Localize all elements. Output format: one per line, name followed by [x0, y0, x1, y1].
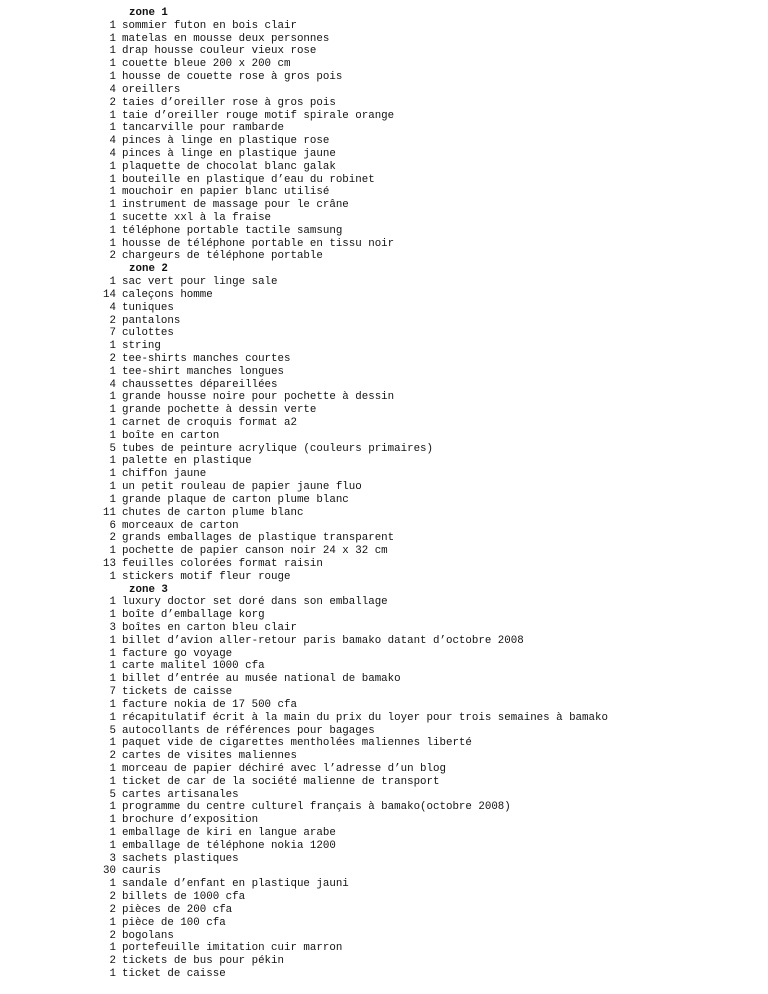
item-description: pièces de 200 cfa: [122, 903, 233, 916]
item-quantity: 14: [103, 288, 116, 301]
item-description: culottes: [122, 327, 174, 340]
item-description: cartes artisanales: [122, 788, 239, 801]
item-description: pinces à linge en plastique rose: [122, 135, 330, 148]
item-description: programme du centre culturel français à bamako(octobre 2008): [122, 801, 511, 814]
item-description: tancarville pour rambarde: [122, 122, 284, 135]
item-quantity: 2: [109, 750, 116, 763]
item-description: taie d’oreiller rouge motif spirale orange: [122, 109, 395, 122]
item-quantity: 4: [109, 83, 116, 96]
item-quantity: 13: [103, 557, 116, 570]
inventory-item: [0, 596, 768, 609]
item-quantity: 1: [109, 481, 116, 494]
inventory-item: [0, 58, 768, 71]
item-description: sommier futon en bois clair: [122, 19, 297, 32]
item-quantity: 5: [109, 442, 116, 455]
item-description: cartes de visites maliennes: [122, 750, 297, 763]
item-description: grande housse noire pour pochette à dessin: [122, 391, 395, 404]
inventory-item: [0, 135, 768, 148]
item-quantity: 7: [109, 686, 116, 699]
item-quantity: 2: [109, 96, 116, 109]
item-description: plaquette de chocolat blanc galak: [122, 160, 336, 173]
inventory-item: [0, 97, 768, 110]
inventory-item: [0, 366, 768, 379]
zone-heading: zone 3: [129, 583, 168, 596]
item-description: pièce de 100 cfa: [122, 916, 226, 929]
item-quantity: 1: [109, 737, 116, 750]
item-description: récapitulatif écrit à la main du prix du loyer pour trois semaines à bamako: [122, 711, 608, 724]
item-quantity: 1: [109, 224, 116, 237]
inventory-item: [0, 404, 768, 417]
item-quantity: 1: [109, 468, 116, 481]
item-quantity: 4: [109, 301, 116, 314]
item-description: instrument de massage pour le crâne: [122, 199, 349, 212]
inventory-item: [0, 545, 768, 558]
inventory-item: [0, 660, 768, 673]
inventory-item: [0, 315, 768, 328]
item-description: tuniques: [122, 301, 174, 314]
item-description: tee-shirts manches courtes: [122, 352, 291, 365]
item-description: portefeuille imitation cuir marron: [122, 942, 343, 955]
item-description: sac vert pour linge sale: [122, 276, 278, 289]
item-description: morceaux de carton: [122, 519, 239, 532]
inventory-item: [0, 353, 768, 366]
item-description: boîte en carton: [122, 429, 220, 442]
inventory-item: [0, 789, 768, 802]
item-description: housse de couette rose à gros pois: [122, 71, 343, 84]
item-description: boîte d’emballage korg: [122, 609, 265, 622]
item-description: pinces à linge en plastique jaune: [122, 147, 336, 160]
zone-heading: zone 1: [129, 7, 168, 19]
item-quantity: 4: [109, 147, 116, 160]
zone-heading: zone 2: [129, 263, 168, 276]
inventory-item: [0, 455, 768, 468]
item-description: brochure d’exposition: [122, 814, 259, 827]
inventory-item: [0, 250, 768, 263]
inventory-item: [0, 507, 768, 520]
inventory-item: [0, 71, 768, 84]
item-quantity: 1: [109, 340, 116, 353]
inventory-item: [0, 379, 768, 392]
item-quantity: 1: [109, 455, 116, 468]
item-quantity: 1: [109, 545, 116, 558]
inventory-item: [0, 494, 768, 507]
inventory-item: [0, 327, 768, 340]
inventory-item: [0, 827, 768, 840]
inventory-item: [0, 520, 768, 533]
inventory-item: [0, 238, 768, 251]
item-quantity: 3: [109, 622, 116, 634]
item-quantity: 3: [109, 852, 116, 865]
item-quantity: 4: [109, 378, 116, 391]
item-quantity: 1: [109, 839, 116, 852]
item-description: matelas en mousse deux personnes: [122, 32, 330, 45]
item-quantity: 1: [109, 109, 116, 122]
inventory-item: [0, 45, 768, 58]
item-description: morceau de papier déchiré avec l’adresse d’un blog: [122, 762, 446, 775]
item-quantity: 7: [109, 327, 116, 340]
inventory-item: [0, 865, 768, 878]
item-quantity: 1: [109, 71, 116, 84]
item-quantity: 1: [109, 596, 116, 609]
item-quantity: 11: [103, 506, 116, 519]
inventory-item: [0, 302, 768, 315]
item-description: grands emballages de plastique transparent: [122, 532, 395, 545]
inventory-item: [0, 20, 768, 33]
inventory-item: [0, 750, 768, 763]
item-quantity: 1: [109, 493, 116, 506]
item-quantity: 1: [109, 570, 116, 583]
item-description: caleçons homme: [122, 288, 213, 301]
item-description: sucette xxl à la fraise: [122, 212, 272, 224]
item-quantity: 1: [109, 429, 116, 442]
inventory-item: [0, 225, 768, 238]
inventory-item: [0, 571, 768, 584]
inventory-item: [0, 673, 768, 686]
item-description: chiffon jaune: [122, 468, 207, 481]
item-quantity: 1: [109, 212, 116, 224]
inventory-item: [0, 853, 768, 866]
item-quantity: 1: [109, 365, 116, 378]
item-description: chargeurs de téléphone portable: [122, 250, 323, 263]
inventory-item: [0, 763, 768, 776]
inventory-item: [0, 212, 768, 225]
inventory-item: [0, 174, 768, 187]
inventory-item: [0, 122, 768, 135]
item-description: carnet de croquis format a2: [122, 417, 297, 429]
inventory-item: [0, 686, 768, 699]
inventory-item: [0, 84, 768, 97]
item-quantity: 1: [109, 634, 116, 647]
inventory-item: [0, 391, 768, 404]
inventory-item: [0, 801, 768, 814]
item-quantity: 1: [109, 827, 116, 839]
item-quantity: 1: [109, 698, 116, 711]
item-description: billets de 1000 cfa: [122, 891, 246, 904]
item-quantity: 2: [109, 955, 116, 968]
item-quantity: 6: [109, 519, 116, 532]
inventory-item: [0, 699, 768, 712]
item-description: facture go voyage: [122, 647, 233, 660]
inventory-item: [0, 609, 768, 622]
item-quantity: 1: [109, 32, 116, 45]
item-quantity: 1: [109, 967, 116, 980]
inventory-item: [0, 417, 768, 430]
item-description: couette bleue 200 x 200 cm: [122, 58, 291, 71]
item-quantity: 1: [109, 647, 116, 660]
inventory-item: [0, 33, 768, 46]
inventory-item: [0, 558, 768, 571]
item-quantity: 1: [109, 673, 116, 686]
item-quantity: 1: [109, 814, 116, 827]
inventory-item: [0, 725, 768, 738]
item-quantity: 5: [109, 788, 116, 801]
item-quantity: 1: [109, 58, 116, 71]
item-description: grande pochette à dessin verte: [122, 404, 317, 417]
item-description: pochette de papier canson noir 24 x 32 cm: [122, 545, 388, 558]
item-description: housse de téléphone portable en tissu noir: [122, 237, 395, 250]
inventory-item: [0, 276, 768, 289]
item-description: boîtes en carton bleu clair: [122, 622, 297, 634]
item-quantity: 2: [109, 903, 116, 916]
item-quantity: 1: [109, 404, 116, 417]
item-description: grande plaque de carton plume blanc: [122, 493, 349, 506]
inventory-item: [0, 814, 768, 827]
item-description: tee-shirt manches longues: [122, 365, 284, 378]
item-quantity: 1: [109, 609, 116, 622]
item-quantity: 1: [109, 391, 116, 404]
item-description: bogolans: [122, 929, 174, 942]
item-quantity: 1: [109, 237, 116, 250]
item-quantity: 1: [109, 916, 116, 929]
item-description: mouchoir en papier blanc utilisé: [122, 186, 330, 199]
inventory-item: [0, 878, 768, 891]
inventory-item: [0, 430, 768, 443]
item-description: ticket de caisse: [122, 967, 226, 980]
inventory-item: [0, 532, 768, 545]
item-quantity: 1: [109, 45, 116, 58]
item-description: chutes de carton plume blanc: [122, 506, 304, 519]
item-description: emballage de kiri en langue arabe: [122, 827, 336, 839]
inventory-item: [0, 148, 768, 161]
item-quantity: 1: [109, 173, 116, 186]
item-description: tubes de peinture acrylique (couleurs primaires): [122, 442, 434, 455]
item-description: luxury doctor set doré dans son emballage: [122, 596, 388, 609]
inventory-item: [0, 776, 768, 789]
item-description: ticket de car de la société malienne de transport: [122, 775, 440, 788]
item-description: paquet vide de cigarettes mentholées maliennes liberté: [122, 737, 472, 750]
item-description: carte malitel 1000 cfa: [122, 660, 265, 673]
item-quantity: 1: [109, 186, 116, 199]
inventory-item: [0, 289, 768, 302]
item-description: un petit rouleau de papier jaune fluo: [122, 481, 362, 494]
item-quantity: 30: [103, 865, 116, 878]
item-description: taies d’oreiller rose à gros pois: [122, 96, 336, 109]
item-description: emballage de téléphone nokia 1200: [122, 839, 336, 852]
inventory-item: [0, 904, 768, 917]
item-description: chaussettes dépareillées: [122, 378, 278, 391]
inventory-item: [0, 917, 768, 930]
item-quantity: 2: [109, 929, 116, 942]
item-description: drap housse couleur vieux rose: [122, 45, 317, 58]
item-description: string: [122, 340, 161, 353]
inventory-item: [0, 110, 768, 123]
item-description: palette en plastique: [122, 455, 252, 468]
inventory-item: [0, 199, 768, 212]
item-quantity: 2: [109, 314, 116, 327]
item-quantity: 2: [109, 532, 116, 545]
inventory-item: [0, 891, 768, 904]
inventory-item: [0, 340, 768, 353]
item-description: billet d’entrée au musée national de bamako: [122, 673, 401, 686]
item-description: bouteille en plastique d’eau du robinet: [122, 173, 375, 186]
item-quantity: 1: [109, 942, 116, 955]
item-description: tickets de caisse: [122, 686, 233, 699]
item-description: feuilles colorées format raisin: [122, 557, 323, 570]
inventory-document: [0, 7, 768, 981]
item-description: pantalons: [122, 314, 181, 327]
inventory-item: [0, 468, 768, 481]
item-quantity: 4: [109, 135, 116, 148]
inventory-item: [0, 648, 768, 661]
item-description: autocollants de références pour bagages: [122, 724, 375, 737]
item-description: tickets de bus pour pékin: [122, 955, 284, 968]
inventory-item: [0, 481, 768, 494]
item-description: cauris: [122, 865, 161, 878]
inventory-item: [0, 161, 768, 174]
item-description: téléphone portable tactile samsung: [122, 224, 343, 237]
item-quantity: 1: [109, 417, 116, 429]
item-quantity: 1: [109, 801, 116, 814]
inventory-item: [0, 635, 768, 648]
inventory-item: [0, 443, 768, 456]
inventory-item: [0, 712, 768, 725]
inventory-item: [0, 930, 768, 943]
item-description: sandale d’enfant en plastique jauni: [122, 878, 349, 891]
item-quantity: 1: [109, 775, 116, 788]
item-quantity: 2: [109, 352, 116, 365]
item-quantity: 2: [109, 891, 116, 904]
item-description: oreillers: [122, 83, 181, 96]
item-quantity: 1: [109, 276, 116, 289]
inventory-item: [0, 840, 768, 853]
item-description: stickers motif fleur rouge: [122, 570, 291, 583]
item-quantity: 1: [109, 878, 116, 891]
item-quantity: 5: [109, 724, 116, 737]
item-description: billet d’avion aller-retour paris bamako datant d’octobre 2008: [122, 634, 524, 647]
item-quantity: 1: [109, 711, 116, 724]
inventory-item: [0, 955, 768, 968]
inventory-item: [0, 186, 768, 199]
item-quantity: 1: [109, 19, 116, 32]
item-quantity: 1: [109, 122, 116, 135]
item-quantity: 1: [109, 660, 116, 673]
item-description: sachets plastiques: [122, 852, 239, 865]
inventory-item: [0, 968, 768, 981]
inventory-item: [0, 737, 768, 750]
inventory-item: [0, 622, 768, 635]
item-quantity: 1: [109, 762, 116, 775]
item-quantity: 1: [109, 199, 116, 212]
item-quantity: 2: [109, 250, 116, 263]
item-quantity: 1: [109, 160, 116, 173]
item-description: facture nokia de 17 500 cfa: [122, 698, 297, 711]
inventory-item: [0, 942, 768, 955]
